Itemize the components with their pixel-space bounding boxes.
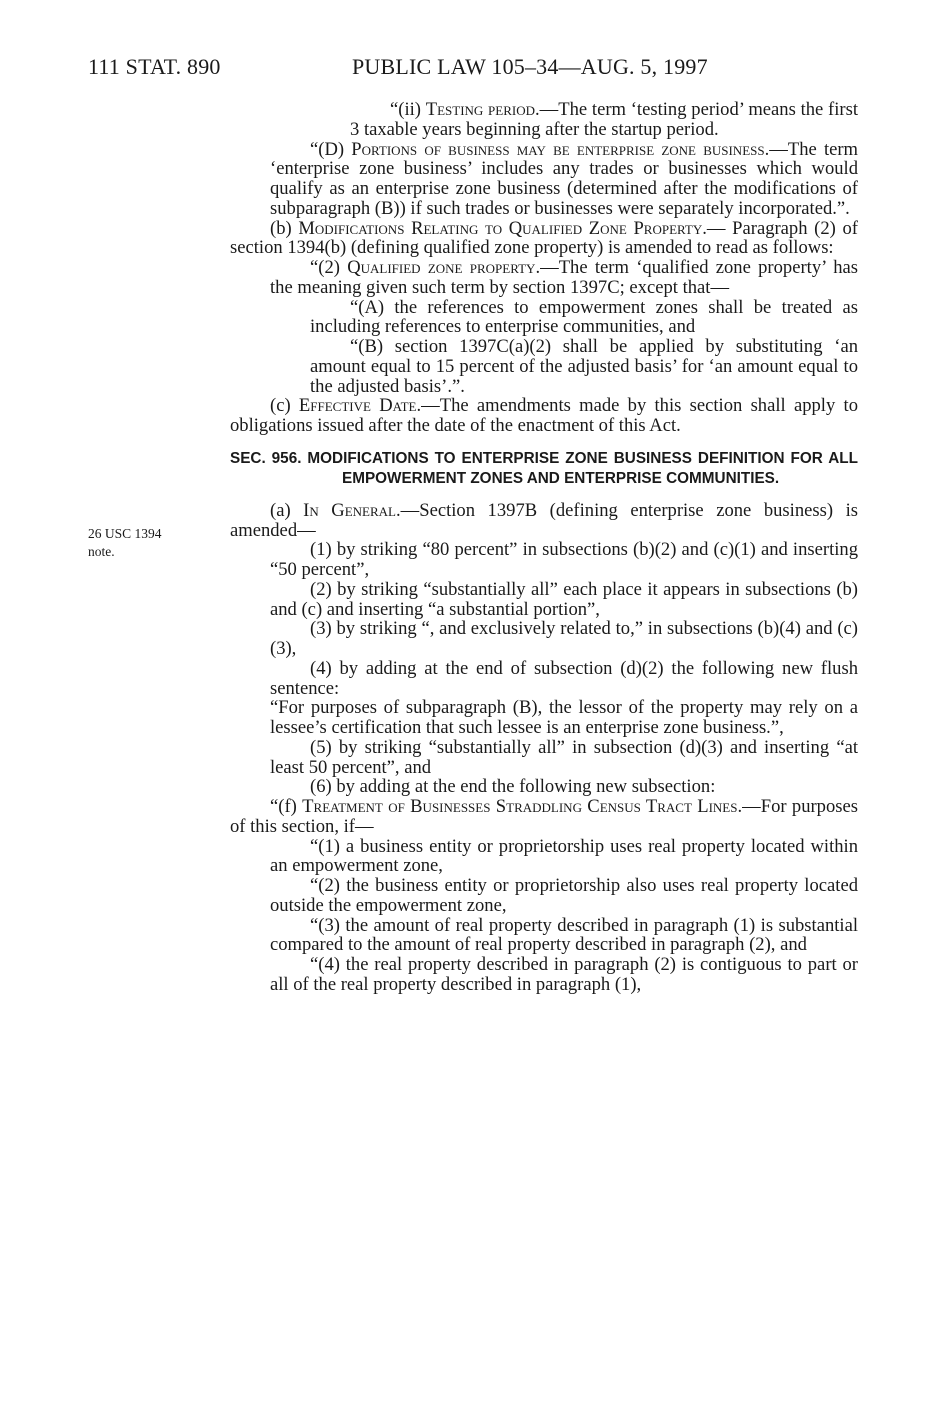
subsection-a-in-general: (a) In General.—Section 1397B (defining enterprise zone business) is amended— [230,499,858,541]
subparagraph-a: “(A) the references to empowerment zones shall be treated as including references to enterprise communities, and [310,296,858,338]
condition-4: “(4) the real property described in paragraph (2) is contiguous to part or all of the real property described in paragraph (1), [270,954,858,995]
amendment-item-6: (6) by adding at the end the following new subsection: [310,776,716,798]
amendment-item-2: (2) by striking “substantially all” each place it appears in subsections (b) and (c) and inserting “a substantial portion”, [270,578,858,620]
margin-note [88,525,162,561]
margin-note-line: note. [88,544,115,559]
margin-note-line: 26 USC 1394 [88,526,162,541]
subparagraph-b: “(B) section 1397C(a)(2) shall be applied by substituting ‘an amount equal to 15 percent of the adjusted basis’ for ‘an amount equal to the adjusted basis’.”. [310,336,858,397]
subsection-c-effective-date: (c) Effective Date.—The amendments made by this section shall apply to obligations issued after the date of the enactment of this Act. [230,395,858,436]
paragraph-2-qualified-zone-property: “(2) Qualified zone property.—The term ‘qualified zone property’ has the meaning given such term by section 1397C; except that— [270,257,858,298]
clause-ii-testing-period: “(ii) Testing period.—The term ‘testing period’ means the first 3 taxable years beginning after the startup period. [350,99,859,140]
condition-2: “(2) the business entity or proprietorship also uses real property located outside the empowerment zone, [270,875,858,916]
subparagraph-d-portions: “(D) Portions of business may be enterprise zone business.—The term ‘enterprise zone business’ includes any trades or businesses which would qualify as an enterprise zone business (determined after the modifications of subparagraph (B)) if such trades or businesses were separately incorporated.”. [270,138,859,219]
flush-sentence: “For purposes of subparagraph (B), the lessor of the property may rely on a lessee’s certification that such lessee is an enterprise zone business.”, [270,697,858,738]
subsection-f-census-tract: “(f) Treatment of Businesses Straddling Census Tract Lines.—For purposes of this section, if— [230,796,858,837]
stat-page-number: 111 STAT. 890 [88,54,221,79]
running-header: PUBLIC LAW 105–34—AUG. 5, 1997 [352,54,708,79]
amendment-item-3: (3) by striking “, and exclusively related to,” in subsections (b)(4) and (c)(3), [270,618,858,659]
section-heading: SEC. 956. MODIFICATIONS TO ENTERPRISE ZONE BUSINESS DEFINITION FOR ALL EMPOWERMENT ZONES AND ENTERPRISE COMMUNITIES. [230,449,858,487]
subsection-b-qualified-zone-property: (b) Modifications Relating to Qualified Zone Property.— Paragraph (2) of section 1394(b) (defining qualified zone property) is amended to read as follows: [230,217,858,259]
amendment-item-4: (4) by adding at the end of subsection (d)(2) the following new flush sentence: [270,657,858,699]
condition-1: “(1) a business entity or proprietorship uses real property located within an empowerment zone, [270,835,858,877]
amendment-item-1: (1) by striking “80 percent” in subsections (b)(2) and (c)(1) and inserting “50 percent”, [270,539,858,580]
amendment-item-5: (5) by striking “substantially all” in subsection (d)(3) and inserting “at least 50 percent”, and [270,736,858,778]
body-text [230,100,858,995]
condition-3: “(3) the amount of real property described in paragraph (1) is substantial compared to the amount of real property described in paragraph (2), and [270,914,858,956]
